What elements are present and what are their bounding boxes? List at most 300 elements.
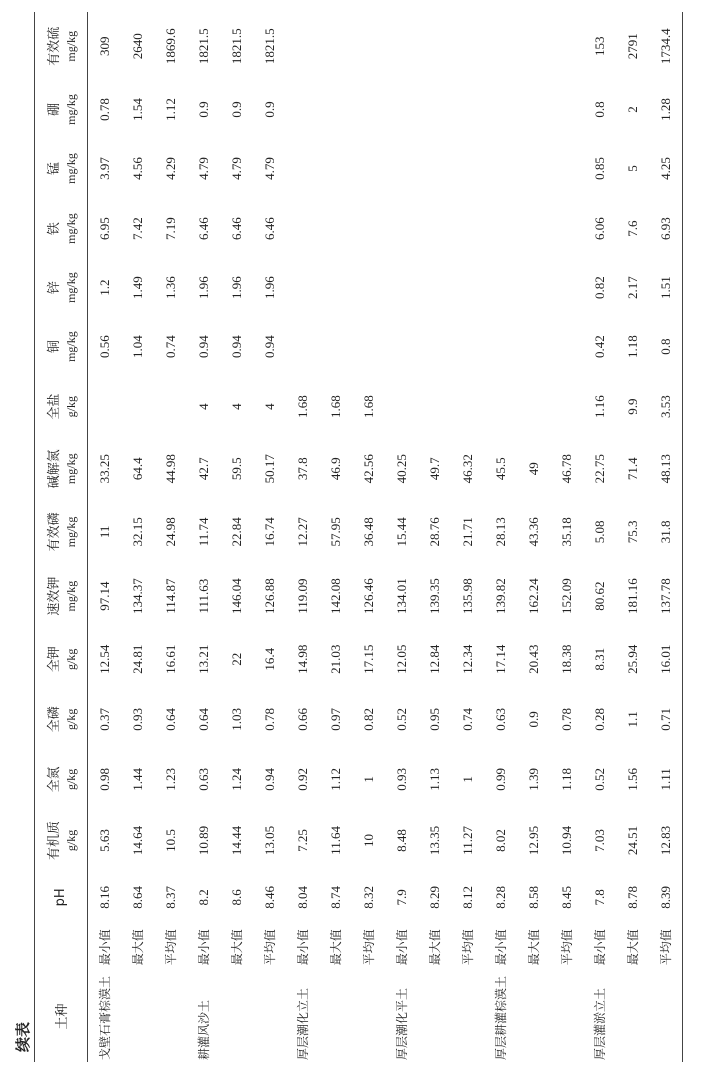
- value-cell: 3.97: [96, 157, 112, 180]
- value-cell: 8.2: [195, 889, 211, 906]
- table-row: [616, 12, 649, 1062]
- value-cell: [418, 259, 451, 317]
- value-cell: 12.95: [525, 825, 541, 856]
- table-row: [385, 12, 418, 1062]
- column-header-label: 有效磷: [47, 512, 62, 552]
- column-header-unit: g/kg: [64, 768, 78, 791]
- value-cell: [484, 377, 517, 437]
- value-cell: 0.52: [393, 707, 409, 731]
- value-cell: 7.19: [162, 217, 178, 240]
- value-cell: [352, 81, 385, 139]
- soil-type-cell: [649, 971, 683, 1062]
- value-cell: 0.63: [492, 707, 508, 731]
- value-cell: 1.24: [228, 767, 244, 791]
- value-cell: 1: [360, 776, 376, 783]
- column-header-label: 全盐: [47, 393, 62, 420]
- column-header: [35, 629, 88, 689]
- value-cell: [517, 81, 550, 139]
- column-header-label: 土种: [54, 1003, 70, 1030]
- statistic-cell: 最大值: [626, 929, 640, 966]
- value-cell: [418, 12, 451, 81]
- value-cell: [517, 12, 550, 81]
- value-cell: 4: [228, 403, 244, 410]
- column-header: [35, 872, 88, 924]
- value-cell: 1.56: [624, 767, 640, 791]
- value-cell: 8.78: [624, 886, 640, 909]
- table-row: [88, 12, 122, 1062]
- value-cell: 13.35: [426, 825, 442, 856]
- table-row: [583, 12, 616, 1062]
- value-cell: [418, 138, 451, 198]
- soil-type-cell: [517, 971, 550, 1062]
- value-cell: 1.36: [162, 276, 178, 299]
- value-cell: 0.98: [96, 767, 112, 791]
- value-cell: 6.93: [657, 217, 673, 240]
- value-cell: [451, 138, 484, 198]
- value-cell: 8.48: [393, 829, 409, 852]
- value-cell: 1.28: [657, 98, 673, 121]
- value-cell: 0.74: [459, 707, 475, 731]
- value-cell: [451, 259, 484, 317]
- soil-type-cell: [253, 971, 286, 1062]
- value-cell: 6.46: [228, 217, 244, 240]
- value-cell: 8.58: [525, 886, 541, 909]
- column-header-unit: mg/kg: [64, 30, 78, 62]
- column-header-unit: mg/kg: [64, 516, 78, 548]
- value-cell: 42.56: [360, 454, 376, 484]
- value-cell: 0.94: [261, 767, 277, 791]
- column-header-label: 铁: [47, 222, 62, 236]
- value-cell: [319, 138, 352, 198]
- column-header-label: 有机质: [47, 820, 62, 860]
- value-cell: [319, 317, 352, 377]
- column-header: [35, 12, 88, 81]
- value-cell: [517, 138, 550, 198]
- value-cell: 11.64: [327, 826, 343, 855]
- value-cell: [550, 317, 583, 377]
- value-cell: 8.31: [591, 647, 607, 671]
- value-cell: 35.18: [558, 517, 574, 547]
- value-cell: 17.15: [360, 644, 376, 674]
- value-cell: 17.14: [492, 644, 508, 674]
- value-cell: 14.64: [129, 825, 145, 856]
- value-cell: 0.85: [591, 157, 607, 180]
- statistic-cell: 平均值: [263, 929, 277, 966]
- value-cell: 0.64: [162, 707, 178, 731]
- value-cell: 0.99: [492, 767, 508, 791]
- value-cell: [517, 317, 550, 377]
- value-cell: 10.89: [195, 825, 211, 856]
- value-cell: 1.04: [129, 335, 145, 358]
- value-cell: 0.8: [591, 101, 607, 118]
- value-cell: [484, 12, 517, 81]
- value-cell: [451, 317, 484, 377]
- value-cell: [484, 138, 517, 198]
- table-row: [187, 12, 220, 1062]
- value-cell: 0.37: [96, 707, 112, 731]
- value-cell: 6.46: [261, 217, 277, 240]
- value-cell: [385, 81, 418, 139]
- column-header: [35, 971, 88, 1062]
- column-header-label: 全磷: [47, 706, 62, 733]
- value-cell: 22.84: [228, 517, 244, 547]
- value-cell: 9.9: [624, 398, 640, 415]
- table-row: [418, 12, 451, 1062]
- value-cell: [286, 138, 319, 198]
- value-cell: 25.94: [624, 644, 640, 674]
- value-cell: 162.24: [525, 578, 541, 614]
- value-cell: 0.42: [591, 335, 607, 358]
- table-row: [550, 12, 583, 1062]
- value-cell: 46.9: [327, 457, 343, 481]
- column-header-unit: g/kg: [64, 648, 78, 670]
- value-cell: 11: [96, 525, 112, 539]
- value-cell: [484, 317, 517, 377]
- column-header: [35, 81, 88, 139]
- value-cell: 135.98: [459, 578, 475, 614]
- value-cell: 1.23: [162, 767, 178, 791]
- value-cell: 3.53: [657, 395, 673, 419]
- table-row: [517, 12, 550, 1062]
- table-header-row: [35, 12, 88, 1062]
- column-header-label: pH: [52, 888, 68, 907]
- value-cell: 37.8: [294, 457, 310, 481]
- soil-type-cell: [154, 971, 187, 1062]
- value-cell: [385, 317, 418, 377]
- value-cell: 1.39: [525, 767, 541, 791]
- soil-type-cell: 耕灌风沙土: [197, 999, 211, 1060]
- value-cell: 0.8: [657, 338, 673, 355]
- table-caption: 续表: [14, 1021, 32, 1052]
- value-cell: 137.78: [657, 578, 673, 614]
- column-header-label: 速效钾: [47, 576, 62, 616]
- statistic-cell: 最小值: [494, 929, 508, 966]
- statistic-cell: 最大值: [230, 929, 244, 966]
- value-cell: 139.35: [426, 578, 442, 614]
- value-cell: 8.64: [129, 886, 145, 909]
- statistic-cell: 平均值: [659, 929, 673, 966]
- value-cell: 15.44: [393, 517, 409, 547]
- statistic-cell: 最小值: [296, 929, 310, 966]
- value-cell: [418, 317, 451, 377]
- column-header-unit: mg/kg: [64, 272, 78, 303]
- soil-type-cell: [550, 971, 583, 1062]
- value-cell: 142.08: [327, 578, 343, 614]
- value-cell: 80.62: [591, 581, 607, 611]
- value-cell: [319, 12, 352, 81]
- value-cell: [385, 377, 418, 437]
- value-cell: [418, 377, 451, 437]
- column-header-label: 碱解氮: [47, 449, 62, 489]
- value-cell: 0.78: [261, 707, 277, 731]
- table-row: [319, 12, 352, 1062]
- value-cell: 146.04: [228, 578, 244, 614]
- column-header-unit: mg/kg: [64, 213, 78, 244]
- value-cell: 7.42: [129, 217, 145, 240]
- table-row: [121, 12, 154, 1062]
- value-cell: 1.54: [129, 98, 145, 121]
- column-header-label: 锌: [47, 281, 62, 295]
- value-cell: 0.95: [426, 707, 442, 731]
- soil-type-cell: [616, 971, 649, 1062]
- soil-type-cell: [418, 971, 451, 1062]
- value-cell: 1.68: [327, 395, 343, 419]
- value-cell: 0.66: [294, 707, 310, 731]
- value-cell: 8.39: [657, 886, 673, 909]
- column-header: [35, 259, 88, 317]
- value-cell: 1.03: [228, 707, 244, 731]
- value-cell: 5: [624, 165, 640, 172]
- value-cell: 12.84: [426, 644, 442, 674]
- statistic-cell: 最小值: [593, 929, 607, 966]
- value-cell: 8.37: [162, 886, 178, 909]
- value-cell: [286, 199, 319, 259]
- value-cell: 1.12: [327, 767, 343, 791]
- value-cell: 16.01: [657, 644, 673, 674]
- value-cell: 126.88: [261, 578, 277, 614]
- value-cell: 0.9: [228, 101, 244, 118]
- value-cell: 1.16: [591, 395, 607, 419]
- column-header-label: 全氮: [47, 766, 62, 793]
- value-cell: [550, 377, 583, 437]
- value-cell: 4.29: [162, 157, 178, 180]
- value-cell: 7.03: [591, 829, 607, 852]
- soil-type-cell: [451, 971, 484, 1062]
- value-cell: 59.5: [228, 457, 244, 481]
- value-cell: 10.5: [162, 829, 178, 852]
- value-cell: 4.56: [129, 157, 145, 180]
- value-cell: [88, 377, 122, 437]
- value-cell: 8.04: [294, 886, 310, 909]
- column-header: [35, 317, 88, 377]
- value-cell: 8.02: [492, 829, 508, 852]
- column-header-unit: g/kg: [64, 708, 78, 730]
- value-cell: 4.79: [195, 157, 211, 180]
- value-cell: 0.93: [129, 707, 145, 731]
- value-cell: 1821.5: [228, 28, 244, 65]
- value-cell: 11.74: [195, 517, 211, 547]
- column-header: [35, 437, 88, 501]
- value-cell: 57.95: [327, 517, 343, 547]
- value-cell: [286, 317, 319, 377]
- value-cell: 139.82: [492, 578, 508, 614]
- value-cell: 40.25: [393, 454, 409, 484]
- value-cell: [385, 259, 418, 317]
- table-row: [451, 12, 484, 1062]
- value-cell: 6.95: [96, 217, 112, 240]
- value-cell: 114.87: [162, 578, 178, 614]
- value-cell: 0.92: [294, 767, 310, 791]
- statistic-cell: 最大值: [329, 929, 343, 966]
- value-cell: [418, 199, 451, 259]
- value-cell: 1.51: [657, 276, 673, 299]
- value-cell: 64.4: [129, 457, 145, 481]
- value-cell: 42.7: [195, 457, 211, 481]
- value-cell: [451, 81, 484, 139]
- column-header: [35, 377, 88, 437]
- value-cell: 22: [228, 652, 244, 666]
- value-cell: 4: [195, 403, 211, 410]
- value-cell: [319, 259, 352, 317]
- column-header-unit: mg/kg: [64, 331, 78, 362]
- soil-type-cell: [319, 971, 352, 1062]
- value-cell: 21.03: [327, 644, 343, 674]
- column-header-unit: mg/kg: [64, 580, 78, 612]
- value-cell: [352, 259, 385, 317]
- value-cell: 10: [360, 833, 376, 847]
- value-cell: [385, 199, 418, 259]
- value-cell: [550, 81, 583, 139]
- value-cell: 134.37: [129, 578, 145, 614]
- column-header: [35, 138, 88, 198]
- value-cell: 12.05: [393, 644, 409, 674]
- value-cell: 44.98: [162, 454, 178, 484]
- value-cell: 7.8: [591, 889, 607, 906]
- value-cell: 2.17: [624, 276, 640, 299]
- value-cell: 45.5: [492, 457, 508, 481]
- value-cell: 75.3: [624, 520, 640, 544]
- value-cell: 4.79: [228, 157, 244, 180]
- value-cell: [550, 12, 583, 81]
- value-cell: 14.44: [228, 825, 244, 856]
- value-cell: 5.63: [96, 829, 112, 852]
- value-cell: 16.74: [261, 517, 277, 547]
- value-cell: 0.9: [261, 101, 277, 118]
- statistic-cell: 最小值: [98, 929, 112, 966]
- value-cell: 181.16: [624, 578, 640, 614]
- value-cell: 309: [96, 36, 112, 56]
- value-cell: 0.93: [393, 767, 409, 791]
- value-cell: 8.6: [228, 889, 244, 906]
- value-cell: 0.9: [195, 101, 211, 118]
- value-cell: 49.7: [426, 457, 442, 481]
- statistic-cell: 最大值: [131, 929, 145, 966]
- value-cell: 0.28: [591, 707, 607, 731]
- value-cell: 1.2: [96, 279, 112, 296]
- value-cell: [286, 12, 319, 81]
- value-cell: 0.74: [162, 335, 178, 358]
- value-cell: 5.08: [591, 520, 607, 544]
- value-cell: 22.75: [591, 454, 607, 484]
- value-cell: 0.56: [96, 335, 112, 358]
- value-cell: 119.09: [294, 578, 310, 614]
- value-cell: 13.21: [195, 644, 211, 674]
- value-cell: 8.74: [327, 886, 343, 909]
- value-cell: 0.94: [228, 335, 244, 358]
- column-header-label: 有效硫: [47, 26, 62, 66]
- value-cell: [286, 259, 319, 317]
- value-cell: 6.46: [195, 217, 211, 240]
- value-cell: [484, 259, 517, 317]
- column-header: [35, 199, 88, 259]
- value-cell: 12.54: [96, 644, 112, 674]
- value-cell: 1869.6: [162, 28, 178, 65]
- value-cell: 2: [624, 106, 640, 113]
- value-cell: 24.81: [129, 644, 145, 674]
- value-cell: 8.46: [261, 886, 277, 909]
- table-row: [649, 12, 683, 1062]
- column-header: [35, 501, 88, 563]
- statistic-cell: 最大值: [428, 929, 442, 966]
- value-cell: 1821.5: [195, 28, 211, 65]
- value-cell: [550, 259, 583, 317]
- column-header-label: 锰: [47, 162, 62, 176]
- value-cell: 8.28: [492, 886, 508, 909]
- value-cell: 16.4: [261, 647, 277, 671]
- value-cell: 24.98: [162, 517, 178, 547]
- column-header-unit: mg/kg: [64, 153, 78, 184]
- value-cell: [550, 138, 583, 198]
- value-cell: 1.13: [426, 767, 442, 791]
- value-cell: 111.63: [195, 578, 211, 614]
- value-cell: [154, 377, 187, 437]
- value-cell: 8.32: [360, 886, 376, 909]
- value-cell: 50.17: [261, 454, 277, 484]
- table-row: [352, 12, 385, 1062]
- value-cell: 1.18: [624, 335, 640, 358]
- column-header-unit: mg/kg: [64, 453, 78, 485]
- soil-type-cell: [220, 971, 253, 1062]
- statistic-cell: 平均值: [560, 929, 574, 966]
- value-cell: 11.27: [459, 826, 475, 855]
- value-cell: 46.78: [558, 454, 574, 484]
- value-cell: 1821.5: [261, 28, 277, 65]
- table-row: [154, 12, 187, 1062]
- value-cell: [121, 377, 154, 437]
- value-cell: 1.68: [360, 395, 376, 419]
- column-header: [35, 809, 88, 871]
- value-cell: 1.1: [624, 711, 640, 728]
- value-cell: 12.83: [657, 825, 673, 856]
- value-cell: 8.16: [96, 886, 112, 909]
- value-cell: [418, 81, 451, 139]
- value-cell: 7.6: [624, 220, 640, 237]
- value-cell: 13.05: [261, 825, 277, 856]
- value-cell: 21.71: [459, 517, 475, 547]
- value-cell: 2791: [624, 33, 640, 60]
- value-cell: 1: [459, 776, 475, 783]
- soil-type-cell: 厚层灌淤立土: [593, 987, 607, 1060]
- value-cell: 24.51: [624, 825, 640, 856]
- value-cell: 43.36: [525, 517, 541, 547]
- value-cell: 28.76: [426, 517, 442, 547]
- value-cell: 12.34: [459, 644, 475, 674]
- table-row: [220, 12, 253, 1062]
- value-cell: [451, 199, 484, 259]
- statistic-cell: 最大值: [527, 929, 541, 966]
- value-cell: 97.14: [96, 581, 112, 611]
- value-cell: 2640: [129, 33, 145, 60]
- value-cell: 36.48: [360, 517, 376, 547]
- value-cell: [319, 199, 352, 259]
- value-cell: 0.9: [525, 711, 541, 728]
- value-cell: [517, 259, 550, 317]
- value-cell: 28.13: [492, 517, 508, 547]
- value-cell: 1.44: [129, 767, 145, 791]
- value-cell: [319, 81, 352, 139]
- value-cell: 48.13: [657, 454, 673, 484]
- soil-type-cell: [352, 971, 385, 1062]
- statistic-cell: 最小值: [395, 929, 409, 966]
- value-cell: 8.45: [558, 886, 574, 909]
- value-cell: 0.82: [360, 707, 376, 731]
- value-cell: 1.18: [558, 767, 574, 791]
- column-header-label: 硼: [47, 102, 62, 116]
- value-cell: 8.12: [459, 886, 475, 909]
- value-cell: 7.9: [393, 889, 409, 906]
- value-cell: [517, 199, 550, 259]
- soil-type-cell: 厚层耕灌棕漠土: [494, 975, 508, 1060]
